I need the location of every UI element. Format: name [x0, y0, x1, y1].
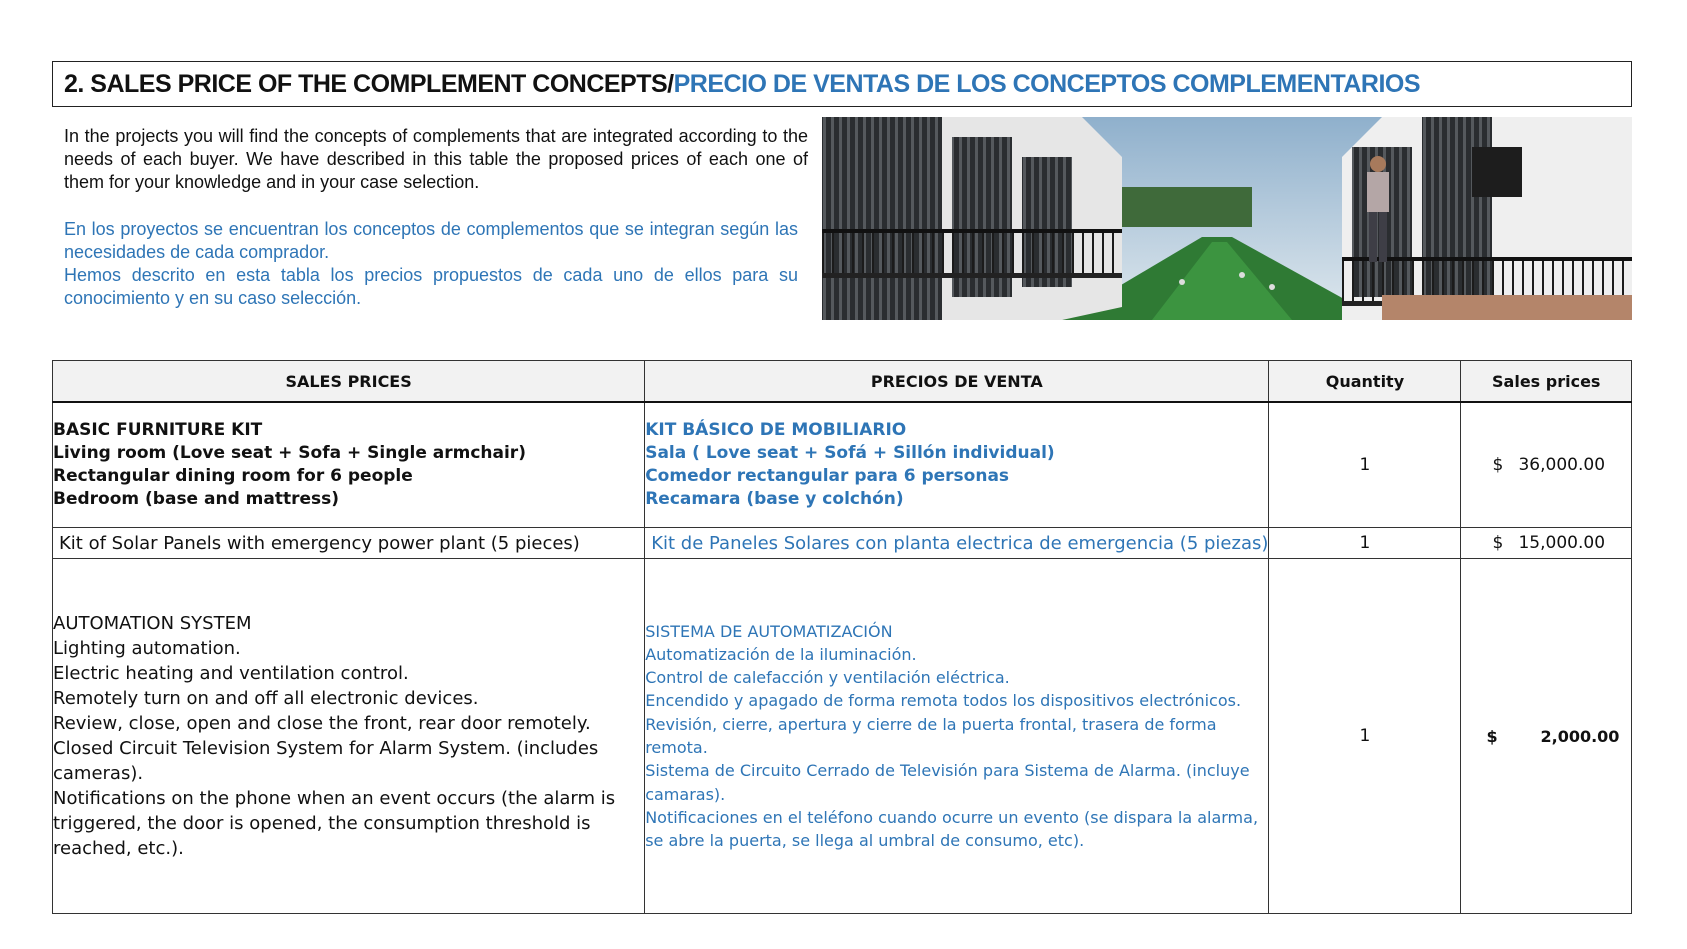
- furniture-kit-es: [645, 419, 1268, 511]
- automation-es-line: Control de calefacción y ventilación eléctrica.: [645, 668, 1010, 688]
- furniture-kit-en-line: BASIC FURNITURE KIT: [53, 420, 263, 440]
- table-header-row: [53, 361, 1632, 403]
- table-row: [53, 402, 1632, 528]
- title-separator: /: [667, 69, 674, 98]
- furniture-kit-es-cell: [645, 402, 1269, 528]
- table-row: [53, 528, 1632, 559]
- automation-es-line: Notificaciones en el teléfono cuando ocurre un evento (se dispara la alarma, se abre la puerta, se llega al umbral de consumo, etc).: [645, 807, 1259, 851]
- automation-system-en: [53, 611, 644, 861]
- furniture-kit-en: [53, 419, 644, 511]
- automation-es-line: Encendido y apagado de forma remota todos los dispositivos electrónicos.: [645, 691, 1242, 711]
- automation-en-line: Electric heating and ventilation control.: [53, 663, 409, 684]
- header-sales-prices-amount: Sales prices: [1461, 361, 1632, 403]
- currency-symbol: $: [1492, 455, 1504, 475]
- intro-text-es: [64, 218, 798, 310]
- table-row: [53, 559, 1632, 914]
- price-cell: [1461, 559, 1632, 914]
- furniture-kit-es-line: KIT BÁSICO DE MOBILIARIO: [645, 420, 907, 440]
- solar-kit-en-cell: [53, 528, 645, 559]
- quantity-cell: 1: [1269, 402, 1461, 528]
- automation-es-line: Sistema de Circuito Cerrado de Televisión para Sistema de Alarma. (incluye camaras).: [645, 761, 1250, 804]
- header-quantity: Quantity: [1269, 361, 1461, 403]
- automation-en-line: Notifications on the phone when an event occurs (the alarm is triggered, the door is opened, the consumption threshold is reached, etc.).: [53, 788, 616, 859]
- furniture-kit-es-line: Comedor rectangular para 6 personas: [645, 466, 1010, 486]
- furniture-kit-en-line: Living room (Love seat + Sofa + Single armchair): [53, 443, 526, 463]
- automation-es-line: SISTEMA DE AUTOMATIZACIÓN: [645, 621, 893, 641]
- quantity-cell: 1: [1269, 559, 1461, 914]
- solar-kit-en: Kit of Solar Panels with emergency power plant (5 pieces): [59, 532, 580, 554]
- furniture-kit-en-line: Bedroom (base and mattress): [53, 489, 340, 509]
- intro-text-en: [64, 125, 808, 194]
- automation-es-line: Automatización de la iluminación.: [645, 644, 917, 664]
- automation-en-line: AUTOMATION SYSTEM: [53, 613, 252, 634]
- furniture-kit-es-line: Recamara (base y colchón): [645, 489, 904, 509]
- furniture-kit-es-line: Sala ( Love seat + Sofá + Sillón individual): [645, 443, 1055, 463]
- section-title-es: PRECIO DE VENTAS DE LOS CONCEPTOS COMPLEMENTARIOS: [673, 69, 1421, 98]
- header-sales-prices: SALES PRICES: [53, 361, 645, 403]
- furniture-kit-en-cell: [53, 402, 645, 528]
- solar-kit-es-cell: [645, 528, 1269, 559]
- automation-system-es: [645, 620, 1268, 853]
- sales-prices-table: [52, 360, 1632, 914]
- intro-paragraph-en: In the projects you will find the concepts of complements that are integrated according to the needs of each buyer. We have described in this table the proposed prices of each one of them for your knowledge and in your case selection.: [64, 126, 808, 192]
- automation-en-line: Review, close, open and close the front, rear door remotely.: [53, 713, 591, 734]
- section-title-en: 2. SALES PRICE OF THE COMPLEMENT CONCEPTS: [64, 69, 668, 98]
- building-rendering-image: [822, 117, 1632, 320]
- price-value: 36,000.00: [1518, 455, 1606, 475]
- automation-en-line: Lighting automation.: [53, 638, 241, 659]
- price-cell: [1461, 402, 1632, 528]
- building-rendering-graphic: [822, 117, 1632, 320]
- price-cell: [1461, 528, 1632, 559]
- automation-es-line: Revisión, cierre, apertura y cierre de la puerta frontal, trasera de forma remota.: [645, 714, 1217, 757]
- intro-paragraph-es-1: En los proyectos se encuentran los conceptos de complementos que se integran según las necesidades de cada comprador.: [64, 219, 798, 262]
- automation-en-line: Remotely turn on and off all electronic devices.: [53, 688, 479, 709]
- solar-kit-es: Kit de Paneles Solares con planta electrica de emergencia (5 piezas): [651, 532, 1269, 554]
- header-precios-de-venta: PRECIOS DE VENTA: [645, 361, 1269, 403]
- furniture-kit-en-line: Rectangular dining room for 6 people: [53, 466, 413, 486]
- automation-en-line: Closed Circuit Television System for Alarm System. (includes cameras).: [53, 738, 599, 784]
- automation-es-cell: [645, 559, 1269, 914]
- price-value: 15,000.00: [1518, 533, 1606, 553]
- quantity-cell: 1: [1269, 528, 1461, 559]
- currency-symbol: $: [1486, 726, 1498, 746]
- automation-en-cell: [53, 559, 645, 914]
- price-value: 2,000.00: [1540, 726, 1620, 746]
- currency-symbol: $: [1492, 533, 1504, 553]
- intro-paragraph-es-2: Hemos descrito en esta tabla los precios propuestos de cada uno de ellos para su conocimiento y en su caso selección.: [64, 265, 798, 308]
- section-title: [52, 61, 1632, 107]
